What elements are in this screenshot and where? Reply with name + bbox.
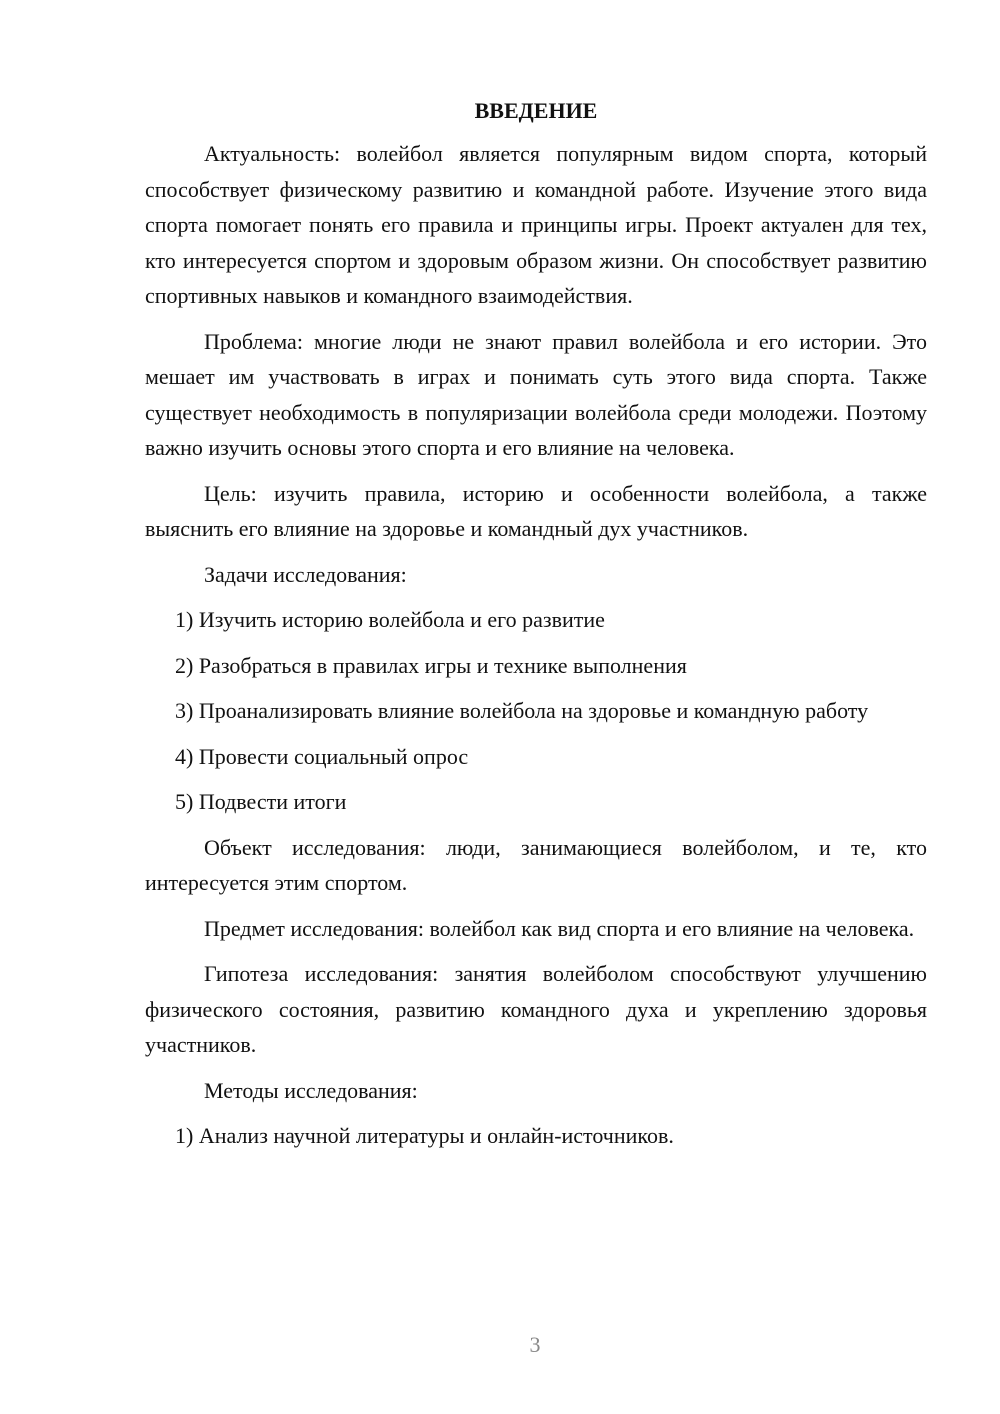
- paragraph-subject: Предмет исследования: волейбол как вид спорта и его влияние на человека.: [204, 915, 915, 941]
- paragraph-relevance: Актуальность: волейбол является популярным видом спорта, который способствует физическому развитию и командной работе. Изучение этого вида спорта помогает понять его правила и принципы игры. Проект актуален для тех, кто интересуется спортом и здоровым образом жизни. Он способствует развитию спортивных навыков и командного взаимодействия.: [145, 141, 927, 308]
- document-page: [145, 96, 927, 1164]
- paragraph-object: Объект исследования: люди, занимающиеся волейболом, и те, кто интересуется этим спортом.: [145, 834, 927, 895]
- page-number: 3: [529, 1332, 541, 1357]
- paragraph-hypothesis: Гипотеза исследования: занятия волейболом способствуют улучшению физического состояния, развитию командного духа и укреплению здоровья участников.: [145, 961, 927, 1057]
- list-item-task-4: 4) Провести социальный опрос: [175, 743, 469, 769]
- list-item-task-3: 3) Проанализировать влияние волейбола на здоровье и командную работу: [175, 698, 869, 723]
- list-item-task-1: 1) Изучить историю волейбола и его развитие: [175, 607, 605, 632]
- paragraph-methods-heading: Методы исследования:: [204, 1077, 418, 1103]
- paragraph-goal: Цель: изучить правила, историю и особенности волейбола, а также выяснить его влияние на здоровье и командный дух участников.: [145, 480, 927, 541]
- list-item-method-1: 1) Анализ научной литературы и онлайн-источников.: [175, 1123, 674, 1148]
- paragraph-problem: Проблема: многие люди не знают правил волейбола и его истории. Это мешает им участвовать в играх и понимать суть этого вида спорта. Также существует необходимость в популяризации волейбола среди молодежи. Поэтому важно изучить основы этого спорта и его влияние на человека.: [145, 328, 927, 460]
- list-item-task-2: 2) Разобраться в правилах игры и технике выполнения: [175, 652, 687, 678]
- section-title: ВВЕДЕНИЕ: [474, 98, 598, 123]
- list-item-task-5: 5) Подвести итоги: [175, 789, 347, 814]
- paragraph-tasks-heading: Задачи исследования:: [204, 561, 407, 587]
